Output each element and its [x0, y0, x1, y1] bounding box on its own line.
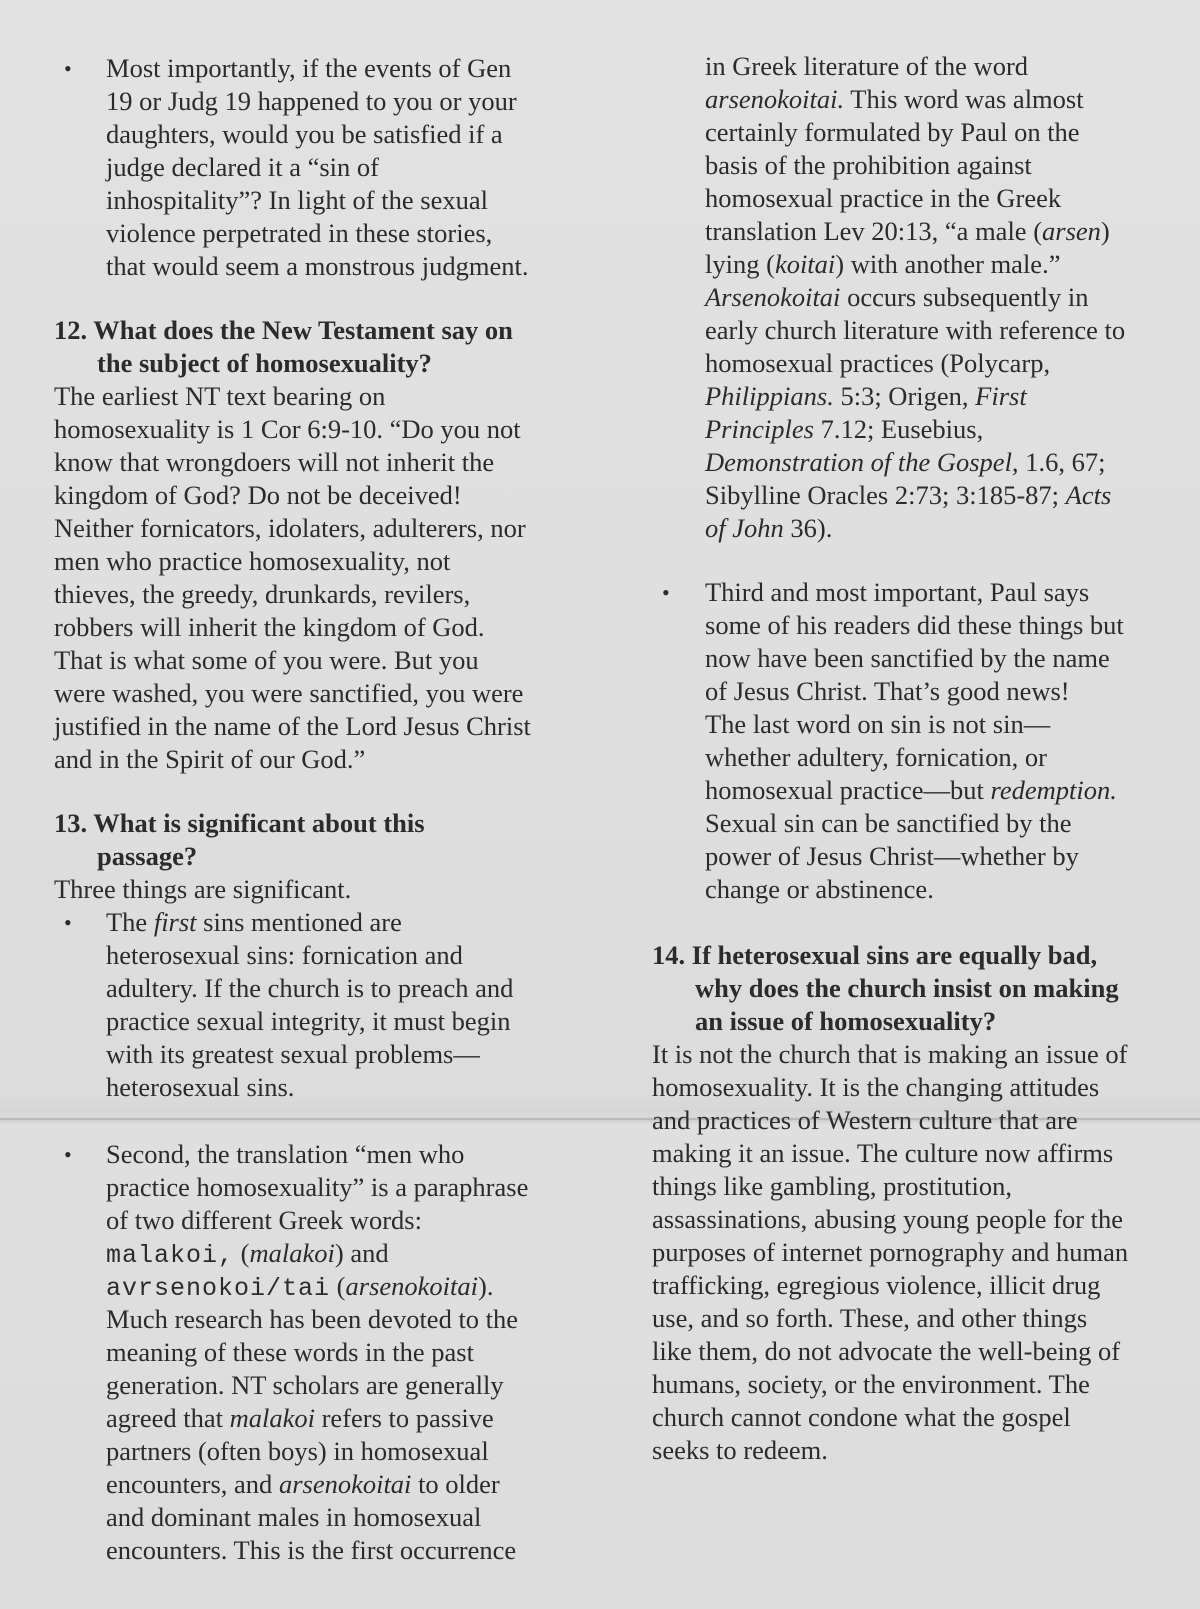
bullet-third-important: [652, 576, 1172, 906]
text-line: daughters, would you be satisfied if a: [106, 119, 503, 149]
text-line: inhospitality”? In light of the sexual: [106, 185, 488, 215]
text-line: avrsenokoi/tai (arsenokoitai).: [106, 1271, 494, 1303]
bullet-dot: •: [64, 56, 72, 81]
text-line: Sibylline Oracles 2:73; 3:185-87; Acts: [705, 480, 1112, 510]
text-line: were washed, you were sanctified, you were: [54, 678, 524, 708]
text-line: homosexuality is 1 Cor 6:9-10. “Do you not: [54, 414, 521, 444]
text-line: and in the Spirit of our God.”: [54, 744, 366, 774]
text-line: now have been sanctified by the name: [705, 643, 1110, 673]
text-line: The first sins mentioned are: [106, 907, 402, 937]
text-line: know that wrongdoers will not inherit the: [54, 447, 495, 477]
text-line: meaning of these words in the past: [106, 1337, 474, 1367]
question-heading: the subject of homosexuality?: [97, 348, 432, 378]
question-heading: 12. What does the New Testament say on: [54, 315, 513, 345]
text-line: purposes of internet pornography and human: [652, 1237, 1129, 1267]
text-line: justified in the name of the Lord Jesus Christ: [54, 711, 531, 741]
text-line: lying (koitai) with another male.”: [705, 249, 1061, 279]
text-line: homosexual practices (Polycarp,: [705, 348, 1051, 378]
text-line: heterosexual sins.: [106, 1072, 295, 1102]
text-line: kingdom of God? Do not be deceived!: [54, 480, 462, 510]
text-line: Philippians. 5:3; Origen, First: [705, 381, 1027, 411]
right-column: [652, 50, 1172, 1467]
question-number: 13.: [54, 808, 88, 838]
text-line: with its greatest sexual problems—: [106, 1039, 480, 1069]
text-line: arsenokoitai. This word was almost: [705, 84, 1084, 114]
question-14: [652, 939, 1172, 1467]
text-line: Demonstration of the Gospel, 1.6, 67;: [705, 447, 1106, 477]
text-line: Third and most important, Paul says: [705, 577, 1090, 607]
text-line: thieves, the greedy, drunkards, revilers,: [54, 579, 471, 609]
text-line: encounters. This is the first occurrence: [106, 1535, 517, 1565]
text-line: basis of the prohibition against: [705, 150, 1032, 180]
text-line: men who practice homosexuality, not: [54, 546, 451, 576]
text-line: The last word on sin is not sin—: [705, 709, 1051, 739]
bullet-first-sins: [54, 906, 574, 1104]
text-line: Principles 7.12; Eusebius,: [705, 414, 984, 444]
text-line: of two different Greek words:: [106, 1205, 422, 1235]
text-line: change or abstinence.: [705, 874, 934, 904]
bullet-second-continued: [652, 50, 1172, 545]
question-number: 14.: [652, 940, 686, 970]
question-12: [54, 314, 574, 776]
text-line: that would seem a monstrous judgment.: [106, 251, 529, 281]
text-line: Arsenokoitai occurs subsequently in: [705, 282, 1089, 312]
question-heading: why does the church insist on making: [695, 973, 1119, 1003]
text-line: robbers will inherit the kingdom of God.: [54, 612, 485, 642]
text-line: practice homosexuality” is a paraphrase: [106, 1172, 529, 1202]
text-line: and practices of Western culture that are: [652, 1105, 1078, 1135]
text-line: homosexuality. It is the changing attitudes: [652, 1072, 1100, 1102]
text-line: violence perpetrated in these stories,: [106, 218, 493, 248]
text-line: whether adultery, fornication, or: [705, 742, 1047, 772]
text-line: and dominant males in homosexual: [106, 1502, 482, 1532]
text-line: agreed that malakoi refers to passive: [106, 1403, 494, 1433]
text-line: Most importantly, if the events of Gen: [106, 53, 512, 83]
text-line: certainly formulated by Paul on the: [705, 117, 1080, 147]
bullet-dot: •: [64, 910, 72, 935]
text-line: That is what some of you were. But you: [54, 645, 479, 675]
text-line: Second, the translation “men who: [106, 1139, 465, 1169]
text-line: generation. NT scholars are generally: [106, 1370, 504, 1400]
text-line: Sexual sin can be sanctified by the: [705, 808, 1072, 838]
text-line: malakoi, (malakoi) and: [106, 1238, 389, 1270]
text-line: 19 or Judg 19 happened to you or your: [106, 86, 517, 116]
text-line: trafficking, egregious violence, illicit drug: [652, 1270, 1101, 1300]
text-line: adultery. If the church is to preach and: [106, 973, 514, 1003]
text-line: partners (often boys) in homosexual: [106, 1436, 489, 1466]
text-line: power of Jesus Christ—whether by: [705, 841, 1079, 871]
greek-word: malakoi,: [106, 1241, 235, 1270]
text-line: judge declared it a “sin of: [106, 152, 379, 182]
text-line: homosexual practice—but redemption.: [705, 775, 1117, 805]
text-line: some of his readers did these things but: [705, 610, 1124, 640]
text-line: Three things are significant.: [54, 874, 352, 904]
text-line: practice sexual integrity, it must begin: [106, 1006, 511, 1036]
greek-word: avrsenokoi/tai: [106, 1274, 331, 1303]
bullet-genesis-judges: [54, 52, 574, 283]
text-line: of John 36).: [705, 513, 833, 543]
text-line: humans, society, or the environment. The: [652, 1369, 1090, 1399]
text-line: Neither fornicators, idolaters, adulterers, nor: [54, 513, 526, 543]
bullet-dot: •: [662, 580, 670, 605]
text-line: church cannot condone what the gospel: [652, 1402, 1071, 1432]
text-line: Much research has been devoted to the: [106, 1304, 519, 1334]
question-13: [54, 807, 574, 1567]
bullet-dot: •: [64, 1142, 72, 1167]
question-heading: an issue of homosexuality?: [695, 1006, 997, 1036]
text-line: translation Lev 20:13, “a male (arsen): [705, 216, 1110, 246]
text-line: like them, do not advocate the well-being of: [652, 1336, 1121, 1366]
text-line: making it an issue. The culture now affirms: [652, 1138, 1114, 1168]
text-line: homosexual practice in the Greek: [705, 183, 1062, 213]
text-line: seeks to redeem.: [652, 1435, 828, 1465]
question-number: 12.: [54, 315, 88, 345]
text-line: of Jesus Christ. That’s good news!: [705, 676, 1070, 706]
text-line: use, and so forth. These, and other things: [652, 1303, 1088, 1333]
question-heading: passage?: [97, 841, 198, 871]
question-heading: 14. If heterosexual sins are equally bad,: [652, 940, 1098, 970]
left-column: [54, 52, 574, 1567]
text-line: It is not the church that is making an issue of: [652, 1039, 1128, 1069]
bullet-second-translation: [54, 1138, 574, 1567]
question-heading: 13. What is significant about this: [54, 808, 425, 838]
text-line: things like gambling, prostitution,: [652, 1171, 1012, 1201]
text-line: early church literature with reference to: [705, 315, 1126, 345]
text-line: heterosexual sins: fornication and: [106, 940, 463, 970]
text-line: The earliest NT text bearing on: [54, 381, 386, 411]
text-line: encounters, and arsenokoitai to older: [106, 1469, 500, 1499]
text-line: in Greek literature of the word: [705, 51, 1029, 81]
text-line: assassinations, abusing young people for the: [652, 1204, 1124, 1234]
